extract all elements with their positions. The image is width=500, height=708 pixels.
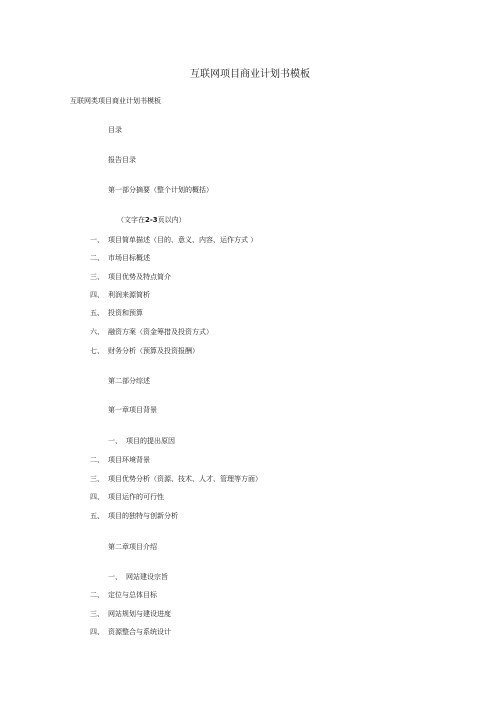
report-toc-heading: 报告目录 [108,156,136,164]
chapter2-item-number: 二、 [90,591,104,599]
chapter1-item-number: 一、 [108,437,122,445]
toc-heading: 目录 [108,126,122,134]
chapter1-heading: 第一章项目背景 [108,406,157,414]
part1-item: 财务分析（预算及投资报酬） [108,347,199,355]
length-note [117,216,186,225]
part1-item-number: 二、 [90,254,104,262]
chapter1-item: 项目的提出原因 [126,437,175,445]
length-note-before: （文字在 [117,216,145,224]
length-note-after: 页以内） [157,216,186,224]
part1-item-number: 六、 [90,328,104,336]
part2-heading: 第二部分综述 [108,377,150,385]
chapter2-item-number: 四、 [90,628,104,636]
chapter1-item-number: 四、 [90,493,104,501]
part1-item-number: 四、 [90,291,104,299]
chapter1-item-number: 五、 [90,512,104,520]
chapter2-item: 网站规划与建设进度 [108,610,171,618]
part1-item: 项目简单描述（目的、意义、内容、运作方式 ） [108,236,258,244]
chapter2-item: 资源整合与系统设计 [108,628,171,636]
chapter1-item: 项目环境背景 [108,456,150,464]
part1-item-number: 五、 [90,309,104,317]
length-note-bold: 2-3 [145,216,158,224]
part1-item: 投资和预算 [108,309,143,317]
part1-item: 市场目标概述 [108,254,150,262]
part1-heading: 第一部分摘要（整个计划的概括） [108,186,213,194]
part1-item: 利润来源简析 [108,291,150,299]
chapter1-item: 项目运作的可行性 [108,493,164,501]
part1-item-number: 一、 [90,236,104,244]
chapter2-heading: 第二章项目介绍 [108,543,157,551]
chapter1-item: 项目优势分析（资源、技术、人才、管理等方面） [108,475,262,483]
document-subtitle: 互联网类项目商业计划书模板 [70,97,161,105]
part1-item: 项目优势及特点简介 [108,273,171,281]
document-title: 互联网项目商业计划书模板 [190,69,310,80]
chapter2-item: 定位与总体目标 [108,591,157,599]
chapter2-item: 网站建设宗旨 [126,573,168,581]
part1-item: 融资方案（资金筹措及投资方式） [108,328,213,336]
chapter2-item-number: 一、 [108,573,122,581]
chapter2-item-number: 三、 [90,610,104,618]
part1-item-number: 七、 [90,347,104,355]
chapter1-item-number: 三、 [90,475,104,483]
chapter1-item: 项目的独特与创新分析 [108,512,178,520]
part1-item-number: 三、 [90,273,104,281]
chapter1-item-number: 二、 [90,456,104,464]
